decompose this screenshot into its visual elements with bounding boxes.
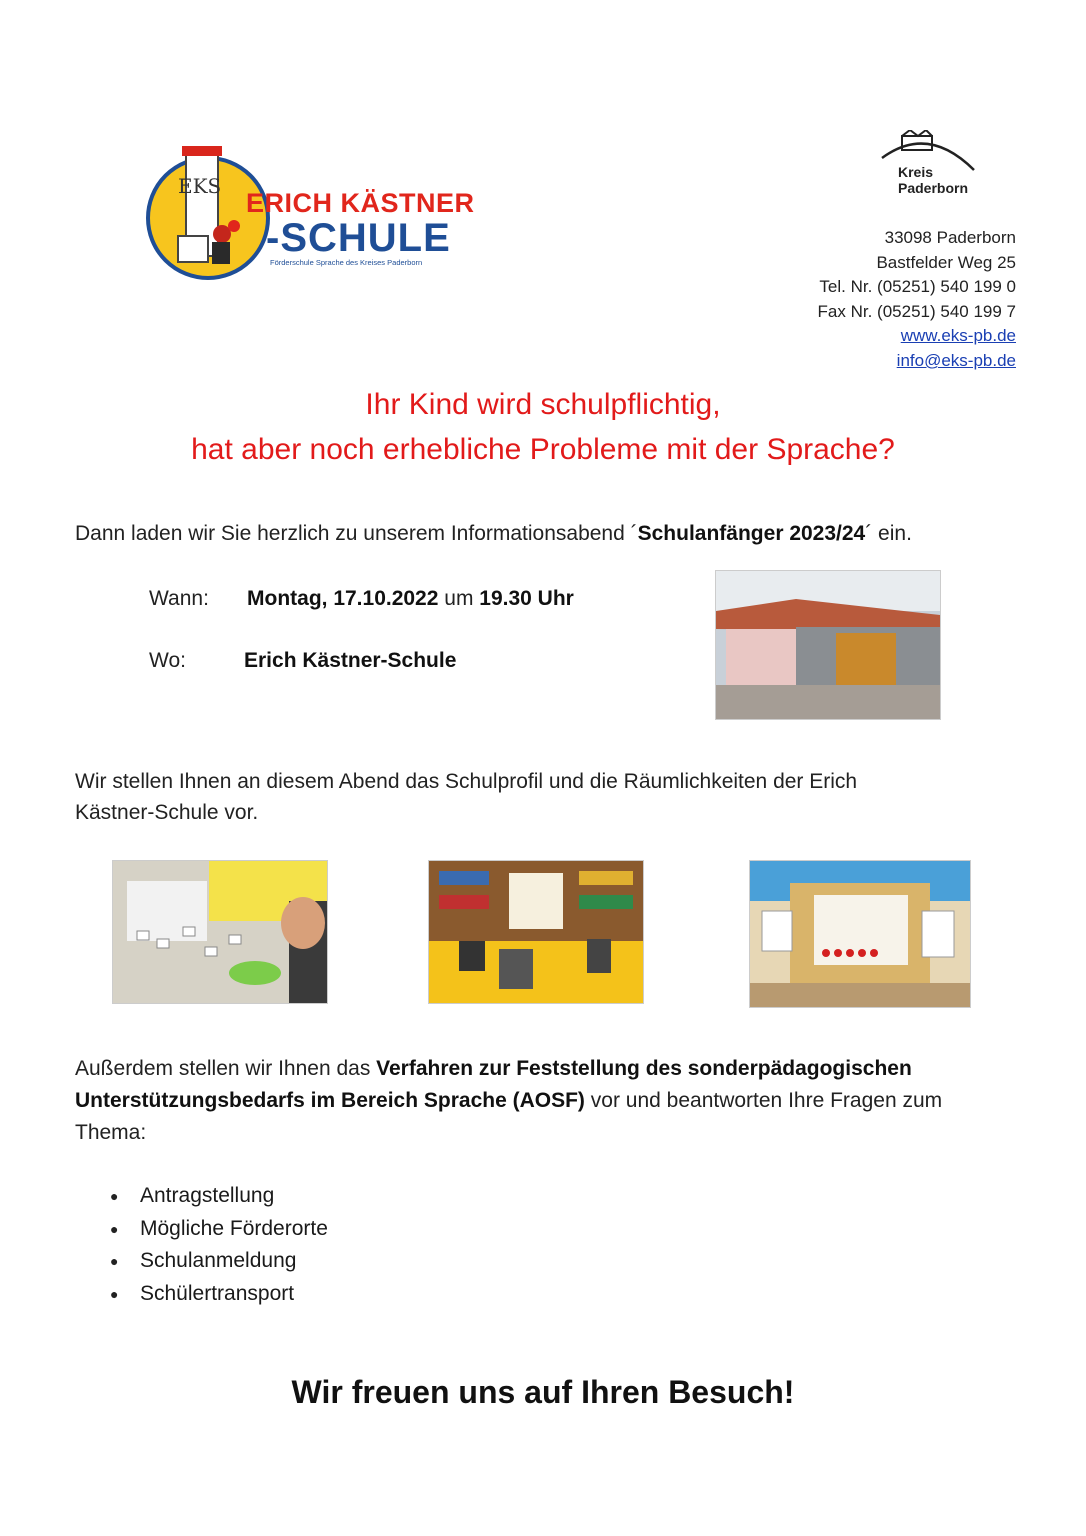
aosf-line1: Außerdem stellen wir Ihnen das Verfahren zur Feststellung des sonderpädagogischen (75, 1057, 912, 1080)
closing-message: Wir freuen uns auf Ihren Besuch! (291, 1374, 795, 1410)
list-item: ● Schülertransport (110, 1278, 328, 1311)
kreis-line2: Paderborn (898, 180, 969, 196)
intro-line1: Wir stellen Ihnen an diesem Abend das Schulprofil und die Räumlichkeiten der Erich (75, 770, 858, 793)
kreis-line1: Kreis (898, 164, 934, 180)
when-row: Wann: Montag, 17.10.2022 um 19.30 Uhr (149, 583, 574, 615)
logo-name-line1: ERICH KÄSTNER (246, 188, 475, 218)
aosf-line2: Unterstützungsbedarfs im Bereich Sprache (AOSF) vor und beantworten Ihre Fragen zum (75, 1089, 943, 1112)
event-name: Schulanfänger 2023/24 (637, 522, 866, 545)
headline-line1: Ihr Kind wird schulpflichtig, (365, 388, 721, 421)
intro-line2: Kästner-Schule vor. (75, 801, 259, 824)
event-date: Montag, 17.10.2022 (247, 587, 439, 610)
aosf-bold1: Verfahren zur Feststellung des sonderpädagogischen (376, 1057, 912, 1080)
phone-number: Tel. Nr. (05251) 540 199 0 (819, 277, 1016, 296)
list-item: ● Antragstellung (110, 1180, 328, 1213)
list-item: ● Schulanmeldung (110, 1245, 328, 1278)
school-building-photo (715, 570, 941, 720)
logo-name-line2: -SCHULE (266, 216, 451, 260)
logo-badge: EKS (178, 174, 222, 198)
aosf-bold2: Unterstützungsbedarfs im Bereich Sprache (AOSF) (75, 1089, 585, 1112)
where-row (149, 645, 456, 677)
library-room-photo (428, 860, 644, 1004)
kreis-label (898, 164, 968, 196)
topic-list (110, 1180, 328, 1310)
headline-line2: hat aber noch erhebliche Probleme mit der Sprache? (191, 433, 895, 466)
classroom-board-photo (749, 860, 971, 1008)
aosf-line3: Thema: (75, 1121, 147, 1144)
email-link[interactable]: info@eks-pb.de (896, 351, 1016, 370)
list-item: ● Mögliche Förderorte (110, 1213, 328, 1246)
logo-subtitle: Förderschule Sprache des Kreises Paderborn (270, 258, 423, 267)
fax-number: Fax Nr. (05251) 540 199 7 (817, 302, 1016, 321)
classroom-materials-photo (112, 860, 328, 1004)
where-label: Wo: (149, 649, 186, 672)
website-link[interactable]: www.eks-pb.de (900, 326, 1016, 345)
invitation-text: Dann laden wir Sie herzlich zu unserem Informationsabend ´Schulanfänger 2023/24´ ein. (75, 522, 912, 545)
address-street: Bastfelder Weg 25 (876, 253, 1016, 272)
event-time: 19.30 Uhr (479, 587, 574, 610)
when-label: Wann: (149, 587, 209, 610)
address-city: 33098 Paderborn (884, 228, 1016, 247)
event-place: Erich Kästner-Schule (244, 649, 457, 672)
